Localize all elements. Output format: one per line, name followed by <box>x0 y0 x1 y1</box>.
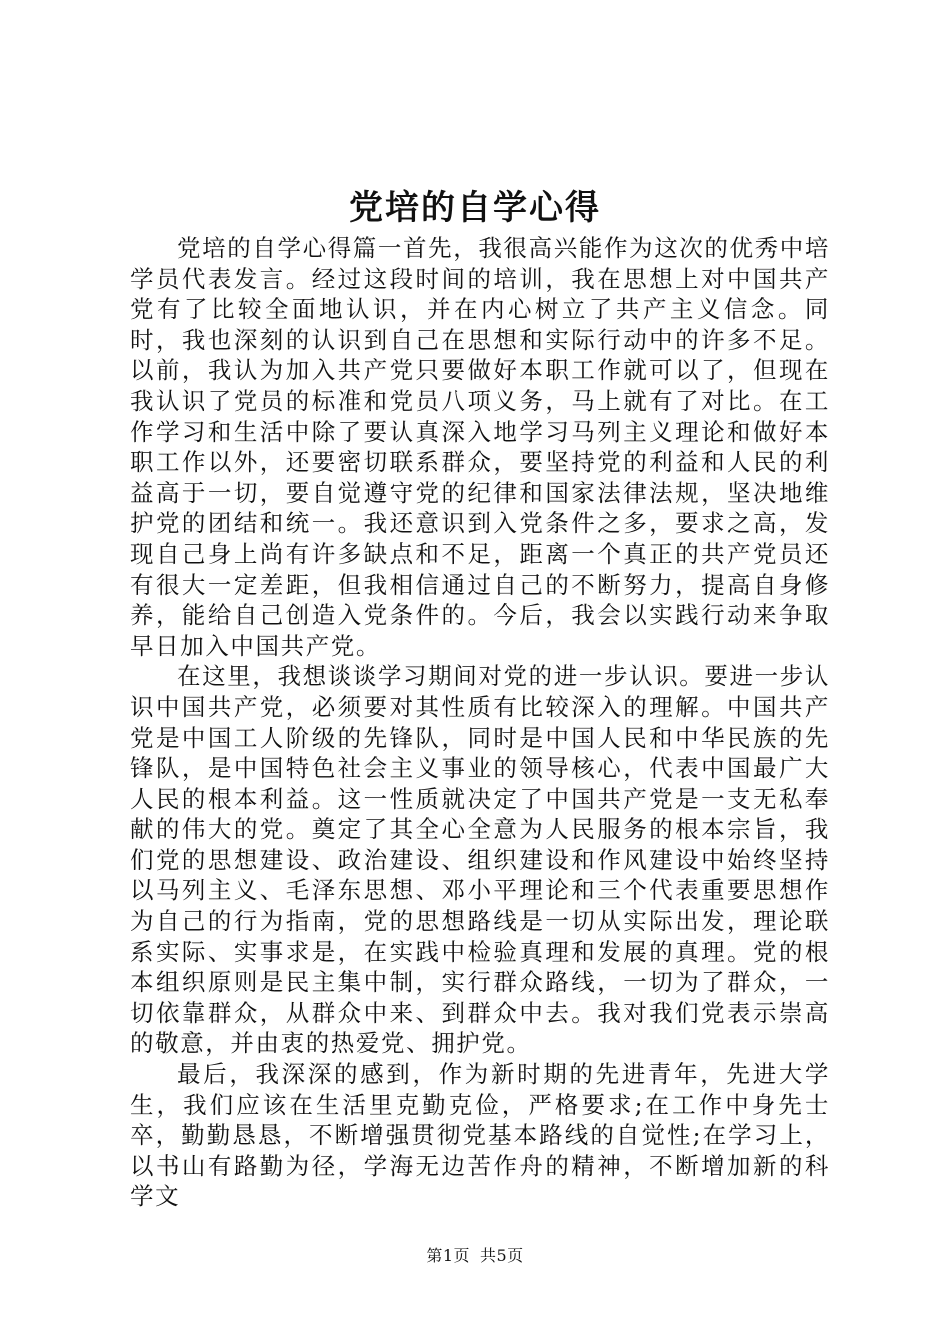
document-title: 党培的自学心得 <box>349 188 601 228</box>
paragraph: 党培的自学心得篇一首先，我很高兴能作为这次的优秀中培学员代表发言。经过这段时间的培训，我在思想上对中国共产党有了比较全面地认识，并在内心树立了共产主义信念。同时，我也深刻的认识到自己在思想和实际行动中的许多不足。以前，我认为加入共产党只要做好本职工作就可以了，但现在我认识了党员的标准和党员八项义务，马上就有了对比。在工作学习和生活中除了要认真深入地学习马列主义理论和做好本职工作以外，还要密切联系群众，要坚持党的利益和人民的利益高于一切，要自觉遵守党的纪律和国家法律法规，坚决地维护党的团结和统一。我还意识到入党条件之多，要求之高，发现自己身上尚有许多缺点和不足，距离一个真正的共产党员还有很大一定差距，但我相信通过自己的不断努力，提高自身修养，能给自己创造入党条件的。今后，我会以实践行动来争取早日加入中国共产党。 <box>130 234 830 660</box>
paragraph: 在这里，我想谈谈学习期间对党的进一步认识。要进一步认识中国共产党，必须要对其性质有比较深入的理解。中国共产党是中国工人阶级的先锋队，同时是中国人民和中华民族的先锋队，是中国特色社会主义事业的领导核心，代表中国最广大人民的根本利益。这一性质就决定了中国共产党是一支无私奉献的伟大的党。奠定了其全心全意为人民服务的根本宗旨，我们党的思想建设、政治建设、组织建设和作风建设中始终坚持以马列主义、毛泽东思想、邓小平理论和三个代表重要思想作为自己的行为指南，党的思想路线是一切从实际出发，理论联系实际、实事求是，在实践中检验真理和发展的真理。党的根本组织原则是民主集中制，实行群众路线，一切为了群众，一切依靠群众，从群众中来、到群众中去。我对我们党表示崇高的敬意，并由衷的热爱党、拥护党。 <box>130 662 830 1058</box>
page-footer <box>0 1246 950 1266</box>
paragraph: 最后，我深深的感到，作为新时期的先进青年，先进大学生，我们应该在生活里克勤克俭，严格要求;在工作中身先士卒，勤勤恳恳，不断增强贯彻党基本路线的自觉性;在学习上，以书山有路勤为径，学海无边苦作舟的精神，不断增加新的科学文 <box>130 1060 830 1211</box>
page-total: 共5页 <box>480 1246 524 1265</box>
document-body <box>130 233 830 1212</box>
page-number: 第1页 <box>426 1246 470 1265</box>
